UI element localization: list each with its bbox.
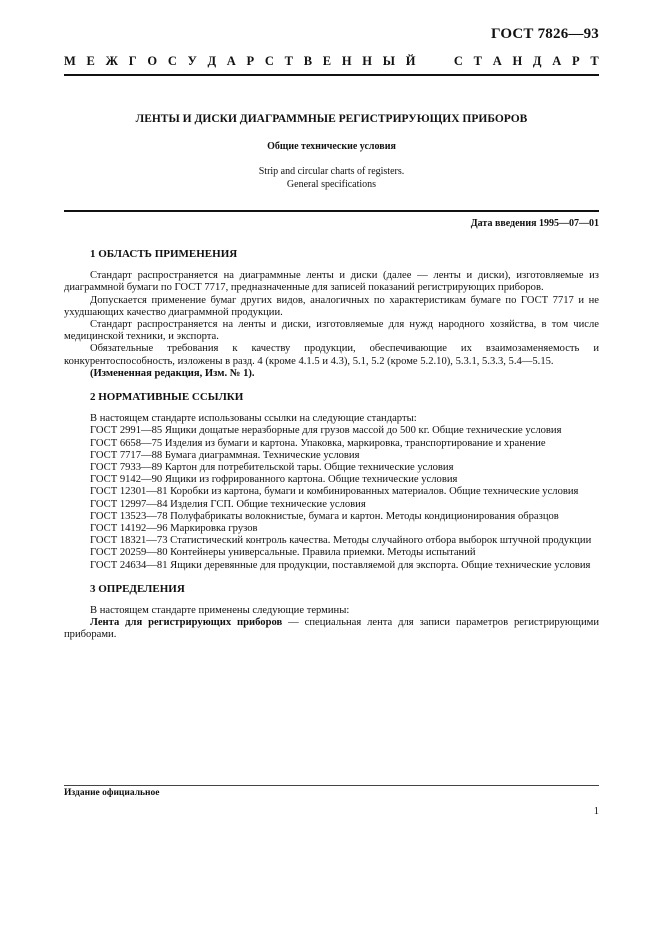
section-1-heading: 1 ОБЛАСТЬ ПРИМЕНЕНИЯ [90, 248, 238, 260]
reference-item: ГОСТ 13523—78 Полуфабрикаты волокнистые, бумага и картон. Методы кондиционирования образцов [90, 510, 559, 522]
banner-letter: Т [473, 54, 482, 68]
banner-letter: Г [128, 54, 137, 68]
interstate-standard-banner [64, 54, 599, 69]
banner-letter: В [303, 54, 313, 68]
reference-item: ГОСТ 7717—88 Бумага диаграммная. Технические условия [90, 449, 360, 461]
banner-letter: Т [284, 54, 293, 68]
reference-item: ГОСТ 12301—81 Коробки из картона, бумаги и комбинированных материалов. Общие технические условия [90, 486, 579, 498]
banner-letter: Д [532, 54, 542, 68]
amendment-note: (Измененная редакция, Изм. № 1). [90, 367, 255, 379]
reference-item: ГОСТ 20259—80 Контейнеры универсальные. Правила приемки. Методы испытаний [90, 547, 476, 559]
title-rule [64, 210, 599, 212]
banner-letter: Е [322, 54, 332, 68]
reference-item: ГОСТ 6658—75 Изделия из бумаги и картона. Упаковка, маркировка, транспортирование и хранение [90, 437, 546, 449]
banner-letter: Ы [382, 54, 396, 68]
official-edition-label: Издание официальное [64, 788, 160, 798]
reference-item: ГОСТ 24634—81 Ящики деревянные для продукции, поставляемой для экспорта. Общие технические условия [90, 559, 591, 571]
banner-letter: Д [207, 54, 217, 68]
banner-letter [440, 54, 443, 69]
section-1-paragraph-3: Стандарт распространяется на ленты и диски, изготовляемые для нужд народного хозяйства, в том числе медицинской техники, и экспорта. [64, 319, 599, 343]
document-subtitle: Общие технические условия [267, 141, 396, 152]
standard-code: ГОСТ 7826—93 [490, 26, 599, 42]
term-text: — специальная лента для записи параметров регистрирующими приборами. [64, 617, 599, 641]
banner-letter: А [226, 54, 236, 68]
term-definition [64, 617, 599, 641]
banner-letter [426, 54, 429, 69]
banner-letter: Р [571, 54, 580, 68]
reference-item: ГОСТ 12997—84 Изделия ГСП. Общие технические условия [90, 498, 366, 510]
introduction-date: Дата введения 1995—07—01 [470, 218, 599, 229]
section-1-paragraph-4: Обязательные требования к качеству продукции, обеспечивающие их взаимозаменяемость и конкурентоспособность, изложены в разд. 4 (кроме 4.1.5 и 4.3), 5.1, 5.2 (кроме 5.2.10), 5.3.1, 5.3.3, 5.4—5.15. [64, 343, 599, 367]
header-rule [64, 74, 599, 76]
banner-letter: Й [405, 54, 416, 68]
banner-letter: Н [362, 54, 373, 68]
section-2-heading: 2 НОРМАТИВНЫЕ ССЫЛКИ [90, 391, 244, 404]
document-body [64, 248, 599, 642]
footer-rule [64, 785, 599, 786]
banner-letter: Н [512, 54, 523, 68]
reference-list [64, 425, 599, 571]
banner-letter: Е [86, 54, 95, 68]
section-3-intro: В настоящем стандарте применены следующие термины: [90, 605, 350, 617]
term-name: Лента для регистрирующих приборов [90, 617, 283, 629]
page-number: 1 [593, 806, 599, 817]
banner-letter: Ж [105, 54, 118, 68]
reference-item: ГОСТ 18321—73 Статистический контроль качества. Методы случайного отбора выборок штучной продукции [90, 535, 592, 547]
document-title: ЛЕНТЫ И ДИСКИ ДИАГРАММНЫЕ РЕГИСТРИРУЮЩИХ ПРИБОРОВ [135, 113, 528, 125]
banner-letter: У [187, 54, 197, 68]
reference-item: ГОСТ 9142—90 Ящики из гофрированного картона. Общие технические условия [90, 474, 458, 486]
section-3-heading: 3 ОПРЕДЕЛЕНИЯ [90, 582, 185, 595]
reference-item: ГОСТ 14192—96 Маркировка грузов [90, 523, 258, 535]
section-1-paragraph-2: Допускается применение бумаг других видов, аналогичных по характеристикам бумаге по ГОСТ 7717 и не ухудшающих качество диаграммной продукции. [64, 294, 599, 318]
english-title-line2: General specifications [286, 179, 377, 190]
section-1-paragraph-1: Стандарт распространяется на диаграммные ленты и диски (далее — ленты и диски), изготовляемые из диаграммной бумаги по ГОСТ 7717, предназначенные для записей показаний регистрирующих приборов. [64, 270, 599, 294]
banner-letter: М [64, 54, 76, 68]
section-2-intro: В настоящем стандарте использованы ссылки на следующие стандарты: [90, 413, 417, 425]
banner-letter: А [492, 54, 502, 68]
banner-letter: А [552, 54, 562, 68]
reference-item: ГОСТ 7933—89 Картон для потребительской тары. Общие технические условия [90, 462, 454, 474]
english-title [64, 165, 599, 191]
banner-letter: Т [590, 54, 599, 68]
banner-letter: О [147, 54, 158, 68]
english-title-line1: Strip and circular charts of registers. [258, 166, 405, 177]
banner-letter: Р [246, 54, 255, 68]
banner-letter: С [453, 54, 463, 68]
banner-letter: С [264, 54, 274, 68]
banner-letter: С [167, 54, 177, 68]
reference-item: ГОСТ 2991—85 Ящики дощатые неразборные для грузов массой до 500 кг. Общие технические условия [90, 425, 562, 437]
banner-letter: Н [341, 54, 352, 68]
